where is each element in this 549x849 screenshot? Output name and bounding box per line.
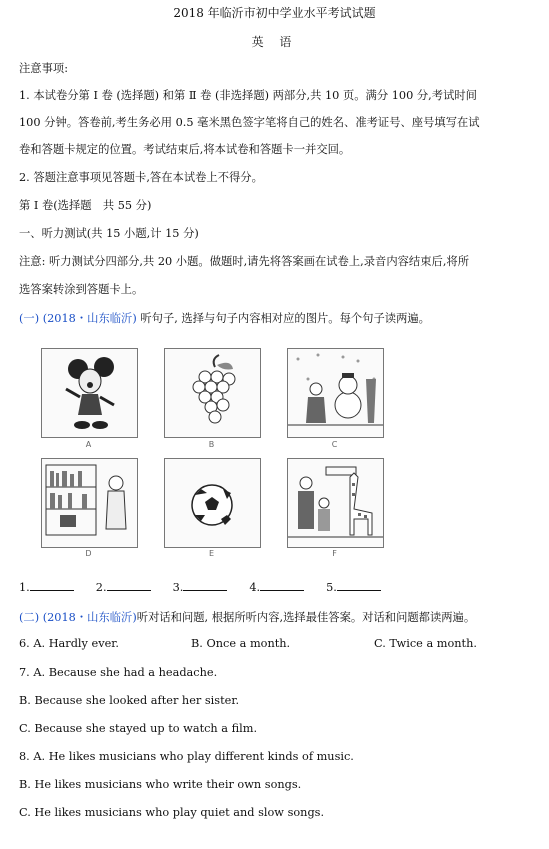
blank-5[interactable] (337, 580, 381, 591)
picture-d (41, 458, 138, 548)
notice-paragraph-1-line-3: 卷和答题卡规定的位置。考试结束后,将本试卷和答题卡一并交回。 (19, 143, 351, 156)
q7-option-c[interactable]: C. Because she stayed up to watch a film. (19, 722, 258, 735)
picture-e (164, 458, 261, 548)
blank-1[interactable] (30, 580, 74, 591)
picture-e-label: E (208, 549, 215, 558)
blank-2[interactable] (107, 580, 151, 591)
blank-3-number: 3. (172, 581, 184, 594)
q6-option-b[interactable]: B. Once a month. (191, 637, 291, 650)
picture-b (164, 348, 261, 438)
cartoon-mouse-icon (42, 349, 137, 437)
subsection-2-text: 听对话和问题, 根据所听内容,选择最佳答案。对话和问题都读两遍。 (136, 611, 476, 624)
listening-note-line-2: 选答案转涂到答题卡上。 (19, 283, 144, 296)
q6-option-c[interactable]: C. Twice a month. (374, 637, 477, 650)
blank-5-number: 5. (326, 581, 337, 594)
blank-4-number: 4. (249, 581, 261, 594)
blank-4[interactable] (260, 580, 304, 591)
q8-option-c[interactable]: C. He likes musicians who play quiet and slow songs. (19, 806, 325, 819)
subsection-1-prefix: (一) (19, 312, 43, 325)
picture-c (287, 348, 384, 438)
blank-1-number: 1. (19, 581, 30, 594)
subsection-1-source: (2018・山东临沂) (42, 312, 137, 325)
notice-paragraph-1-line-2: 100 分钟。答卷前,考生务必用 0.5 毫米黑色签字笔将自己的姓名、准考证号、座号填写在试 (19, 116, 480, 129)
part1-heading: 第 I 卷(选择题 共 55 分) (19, 199, 152, 212)
soccer-ball-icon (165, 459, 260, 547)
snowman-scene-icon (288, 349, 383, 437)
blank-2-number: 2. (95, 581, 107, 594)
notice-paragraph-2: 2. 答题注意事项见答题卡,答在本试卷上不得分。 (19, 171, 263, 184)
picture-f (287, 458, 384, 548)
listening-note-line-1: 注意: 听力测试分四部分,共 20 小题。做题时,请先将答案画在试卷上,录音内容结束后,将所 (19, 255, 470, 268)
q7-option-b[interactable]: B. Because she looked after her sister. (19, 694, 240, 707)
picture-a-label: A (85, 440, 92, 449)
subject-title: 英 语 (251, 35, 298, 49)
listening-section-heading: 一、听力测试(共 15 小题,计 15 分) (19, 227, 199, 240)
picture-f-label: F (332, 549, 337, 558)
library-scene-icon (42, 459, 137, 547)
grapes-icon (165, 349, 260, 437)
picture-a (41, 348, 138, 438)
subsection-2-source: (2018・山东临沂) (42, 611, 137, 624)
picture-c-label: C (331, 440, 338, 449)
notice-paragraph-1-line-1: 1. 本试卷分第 I 卷 (选择题) 和第 Ⅱ 卷 (非选择题) 两部分,共 10 页。满分 100 分,考试时间 (19, 89, 477, 102)
answer-blanks (19, 580, 403, 594)
q6-option-a[interactable]: 6. A. Hardly ever. (19, 637, 120, 650)
exam-title: 2018 年临沂市初中学业水平考试试题 (173, 6, 376, 20)
notice-heading: 注意事项: (19, 62, 68, 75)
subsection-1-text: 听句子, 选择与句子内容相对应的图片。每个句子读两遍。 (136, 312, 430, 325)
zoo-giraffe-icon (288, 459, 383, 547)
subsection-2-instruction (19, 609, 475, 625)
picture-b-label: B (208, 440, 215, 449)
q8-option-b[interactable]: B. He likes musicians who write their own songs. (19, 778, 302, 791)
subsection-1-instruction (19, 310, 430, 326)
picture-d-label: D (85, 549, 92, 558)
q8-option-a[interactable]: 8. A. He likes musicians who play different kinds of music. (19, 750, 354, 763)
blank-3[interactable] (183, 580, 227, 591)
subsection-2-prefix: (二) (19, 611, 43, 624)
q7-option-a[interactable]: 7. A. Because she had a headache. (19, 666, 218, 679)
